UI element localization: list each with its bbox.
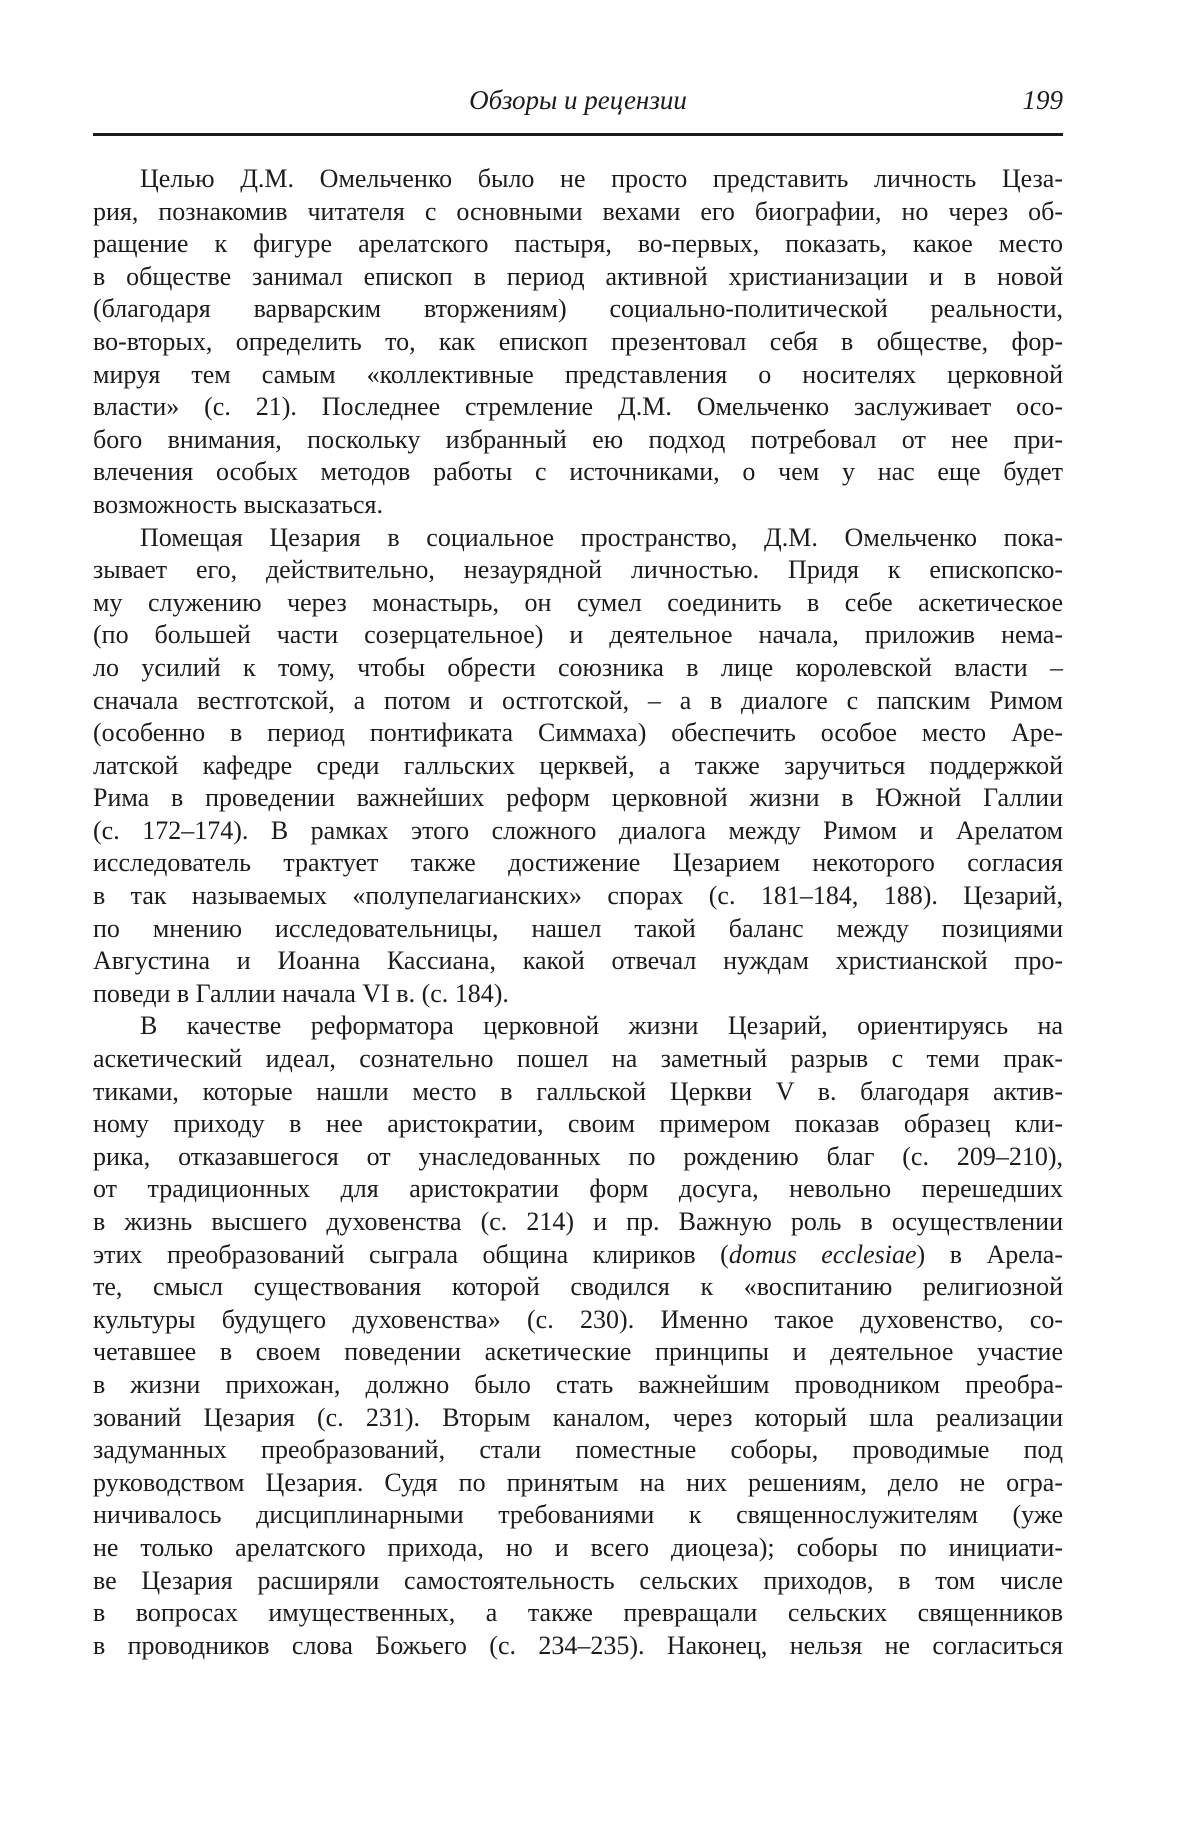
text-line: в обществе занимал епископ в период активной христианизации и в новой xyxy=(93,261,1063,291)
text-line: латской кафедре среди галльских церквей, а также заручиться поддержкой xyxy=(93,750,1063,780)
text-line: зывает его, действительно, незаурядной личностью. Придя к епископско- xyxy=(93,555,1063,585)
text-line: Августина и Иоанна Кассиана, какой отвечал нуждам христианской про- xyxy=(93,946,1063,976)
text-line: сначала вестготской, а потом и остготской, – а в диалоге с папским Римом xyxy=(93,685,1063,715)
text-line: (по большей части созерцательное) и деятельное начала, приложив нема- xyxy=(93,620,1063,650)
text-line: бого внимания, поскольку избранный ею подход потребовал от нее при- xyxy=(93,424,1063,454)
text-line: в так называемых «полупелагианских» спорах (с. 181–184, 188). Цезарий, xyxy=(93,881,1063,911)
text-line: аскетический идеал, сознательно пошел на заметный разрыв с теми прак- xyxy=(93,1044,1063,1074)
page-number: 199 xyxy=(1022,85,1063,115)
text-line: в жизнь высшего духовенства (с. 214) и пр. Важную роль в осуществлении xyxy=(93,1207,1063,1236)
text-line: четавшее в своем поведении аскетические принципы и деятельное участие xyxy=(93,1337,1063,1367)
text-line: Помещая Цезария в социальное пространство, Д.М. Омельченко пока- xyxy=(140,522,1063,552)
text-line: ному приходу в нее аристократии, своим примером показав образец кли- xyxy=(93,1109,1063,1139)
text-line: культуры будущего духовенства» (с. 230). Именно такое духовенство, со- xyxy=(93,1304,1063,1334)
text-line: исследователь трактует также достижение Цезарием некоторого согласия xyxy=(93,848,1063,878)
text-segment: ) в Арела- xyxy=(916,1239,1063,1269)
text-column xyxy=(93,84,1063,1662)
text-line: (благодаря варварским вторжениям) социально-политической реальности, xyxy=(93,294,1063,324)
header-rule xyxy=(93,133,1063,136)
text-line: тиками, которые нашли место в галльской Церкви V в. благодаря актив- xyxy=(93,1076,1063,1106)
text-line: власти» (с. 21). Последнее стремление Д.М. Омельченко заслуживает осо- xyxy=(93,392,1063,422)
text-line: руководством Цезария. Судя по принятым на них решениям, дело не огра- xyxy=(93,1467,1063,1497)
text-line: зований Цезария (с. 231). Вторым каналом, через который шла реализации xyxy=(93,1402,1063,1432)
text-line: в вопросах имущественных, а также превращали сельских священников xyxy=(93,1598,1063,1628)
text-line: в проводников слова Божьего (с. 234–235). Наконец, нельзя не согласиться xyxy=(93,1630,1063,1660)
text-line: возможность высказаться. xyxy=(93,489,384,519)
text-line: рия, познакомив читателя с основными вехами его биографии, но через об- xyxy=(93,196,1063,226)
text-line: (с. 172–174). В рамках этого сложного диалога между Римом и Арелатом xyxy=(93,815,1063,845)
text-line: В качестве реформатора церковной жизни Цезарий, ориентируясь на xyxy=(140,1011,1063,1041)
text-line: Целью Д.М. Омельченко было не просто представить личность Цеза- xyxy=(140,164,1063,193)
text-segment: этих преобразований сыграла община клириков ( xyxy=(93,1239,729,1269)
text-line: от традиционных для аристократии форм досуга, невольно перешедших xyxy=(93,1174,1063,1204)
text-line: ращение к фигуре арелатского пастыря, во-первых, показать, какое место xyxy=(93,229,1063,259)
text-line: в жизни прихожан, должно было стать важнейшим проводником преобра- xyxy=(93,1369,1063,1399)
page-header xyxy=(93,84,1063,120)
latin-term: domus ecclesiae xyxy=(728,1239,917,1269)
text-line: ло усилий к тому, чтобы обрести союзника в лице королевской власти – xyxy=(93,652,1063,682)
text-line: му служению через монастырь, он сумел соединить в себе аскетическое xyxy=(93,587,1063,617)
text-line: поведи в Галлии начала VI в. (с. 184). xyxy=(93,978,509,1008)
text-line: ничивалось дисциплинарными требованиями к священнослужителям (уже xyxy=(93,1500,1063,1530)
paragraph xyxy=(93,1010,1063,1662)
text-line: задуманных преобразований, стали поместные соборы, проводимые под xyxy=(93,1435,1063,1465)
body-text xyxy=(93,163,1063,1662)
text-line: (особенно в период понтификата Симмаха) обеспечить особое место Аре- xyxy=(93,718,1063,748)
text-line: рика, отказавшегося от унаследованных по рождению благ (с. 209–210), xyxy=(93,1141,1063,1171)
text-line: влечения особых методов работы с источниками, о чем у нас еще будет xyxy=(93,457,1063,487)
text-line: во-вторых, определить то, как епископ презентовал себя в обществе, фор- xyxy=(93,326,1063,356)
paragraph xyxy=(93,522,1063,1011)
text-line: те, смысл существования которой сводился к «воспитанию религиозной xyxy=(93,1272,1063,1302)
text-line: мируя тем самым «коллективные представления о носителях церковной xyxy=(93,359,1063,389)
text-line: Рима в проведении важнейших реформ церковной жизни в Южной Галлии xyxy=(93,783,1063,813)
text-line xyxy=(93,1239,1063,1272)
text-line: по мнению исследовательницы, нашел такой баланс между позициями xyxy=(93,913,1063,943)
text-line: не только арелатского прихода, но и всего диоцеза); соборы по инициати- xyxy=(93,1532,1063,1562)
text-line: ве Цезария расширяли самостоятельность сельских приходов, в том числе xyxy=(93,1565,1063,1595)
running-head: Обзоры и рецензии xyxy=(469,85,687,115)
paragraph xyxy=(93,163,1063,522)
